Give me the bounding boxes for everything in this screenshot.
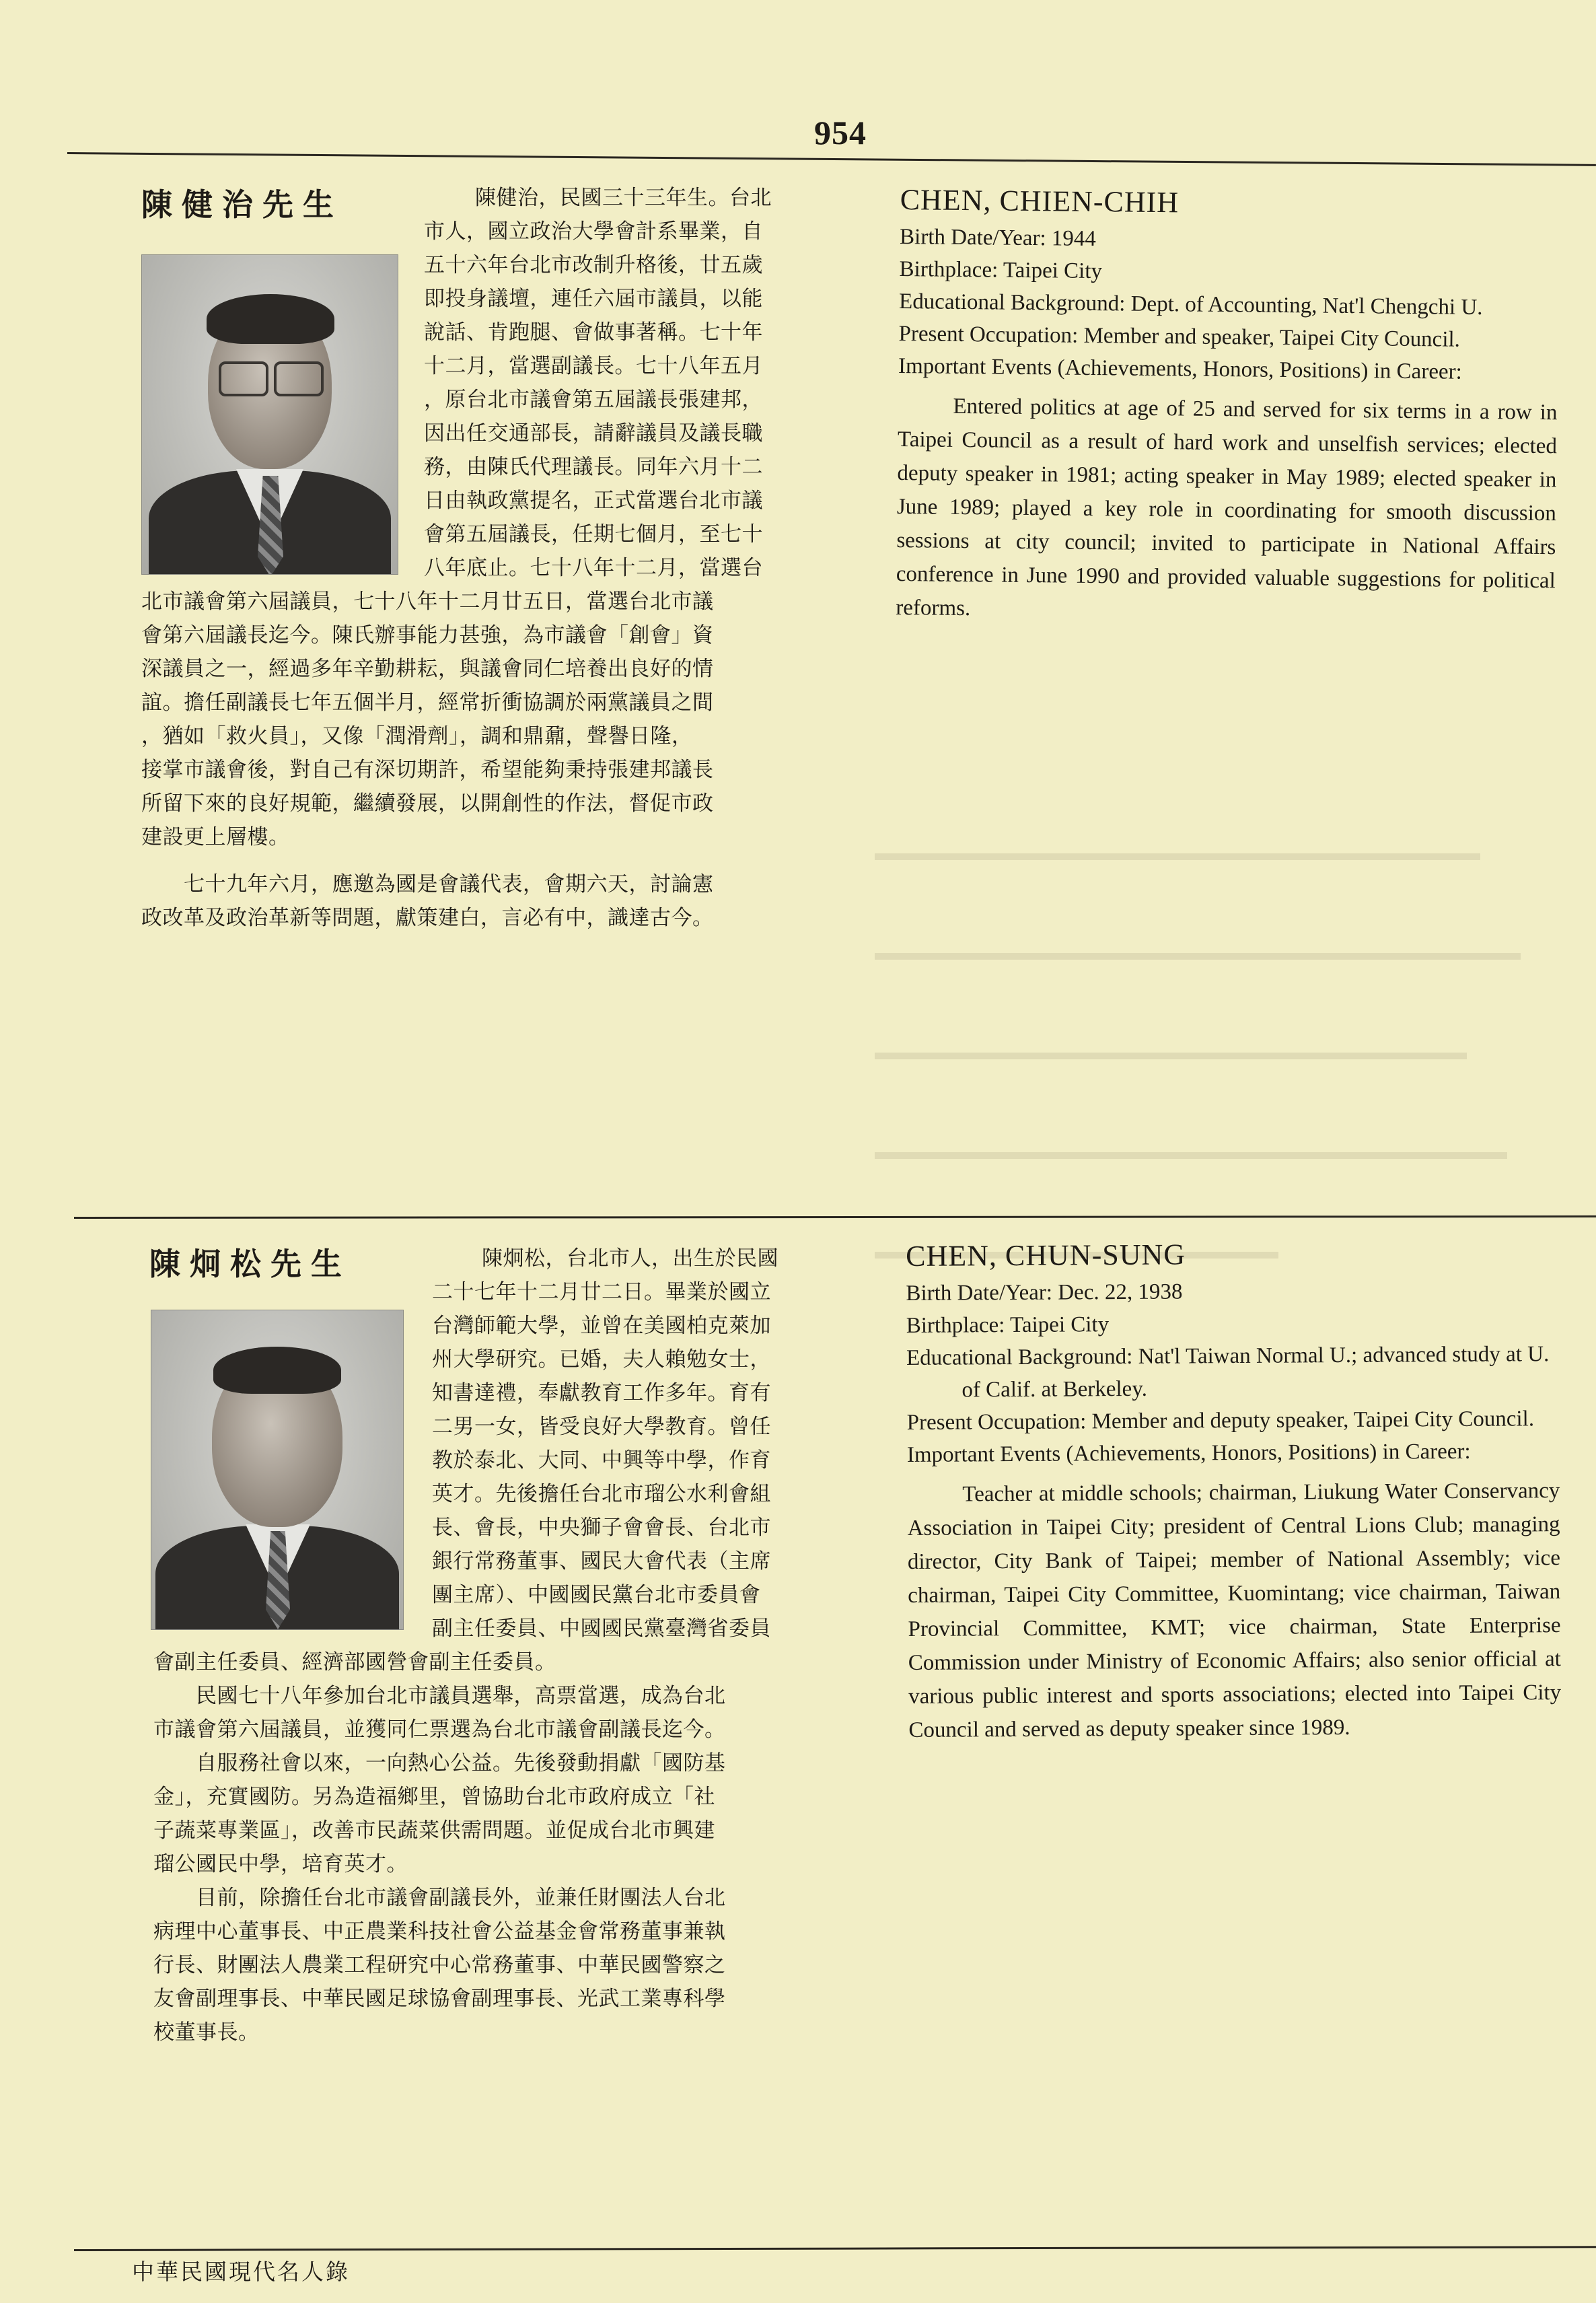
chinese-name: 陳健治先生 — [141, 186, 343, 223]
portrait-photo — [151, 1310, 404, 1630]
birth-date-value: 1944 — [1051, 226, 1097, 252]
zh-line: ，猶如「救火員」，又像「潤滑劑」，調和鼎鼐，聲譽日隆， — [141, 724, 693, 748]
bleed-through-texture — [875, 760, 1574, 1097]
zh-line: 台灣師範大學，並曾在美國柏克萊加 — [432, 1314, 771, 1338]
zh-line: 會第五屆議長，任期七個月，至七十 — [424, 522, 763, 546]
birthplace-field: Birthplace: Taipei City — [906, 1312, 1110, 1338]
important-events-label: Important Events (Achievements, Honors, Positions) in Career: — [906, 1439, 1471, 1467]
zh-line: 校董事長。 — [153, 2020, 260, 2045]
zh-line: 子蔬菜專業區」，改善市民蔬菜供需問題。並促成台北市興建 — [153, 1818, 715, 1843]
zh-line: 會副主任委員、經濟部國營會副主任委員。 — [153, 1650, 556, 1674]
zh-line: ，原台北市議會第五屆議長張建邦， — [424, 388, 763, 412]
occupation-field: Present Occupation: Member and deputy speaker, Taipei City Council. — [906, 1407, 1535, 1435]
zh-line: 五十六年台北市改制升格後，廿五歲 — [424, 253, 763, 277]
zh-line: 教於泰北、大同、中興等中學，作育 — [432, 1448, 771, 1473]
zh-line: 務，由陳氏代理議長。同年六月十二 — [424, 455, 763, 479]
page-number: 954 — [814, 114, 867, 151]
occupation-field: Present Occupation: Member and speaker, Taipei City Council. — [898, 321, 1461, 352]
zh-line: 即投身議壇，連任六屆市議員，以能 — [424, 287, 763, 311]
occupation-value: Member and deputy speaker, Taipei City Council. — [1091, 1407, 1535, 1434]
zh-line: 金」，充實國防。另為造福鄉里，曾協助台北市政府成立「社 — [153, 1785, 715, 1809]
english-biography — [896, 182, 1560, 631]
career-summary: Teacher at middle schools; chairman, Liukung Water Conservancy Association in Taipei City; president of Central Lions Club; managing director, City Bank of Taipei; member of National Assembly; vice chairman, Taipei City Committee, Kuomintang; vice chairman, Taiwan Provincial Committee, KMT; vice chairman, State Enterprise Commission under Ministry of Economic Affairs; also senior official at various public interest and sports associations; elected into Taipei City Council and served as deputy speaker since 1989. — [907, 1479, 1562, 1742]
education-value: Dept. of Accounting, Nat'l Chengchi U. — [1130, 291, 1483, 320]
zh-line: 建設更上層樓。 — [141, 825, 290, 849]
birth-date-value: Dec. 22, 1938 — [1058, 1279, 1183, 1305]
portrait-photo — [141, 254, 398, 575]
birthplace-value: Taipei City — [1009, 1312, 1110, 1338]
zh-line: 州大學研究。已婚，夫人賴勉女士， — [432, 1347, 771, 1372]
zh-line: 陳健治，民國三十三年生。台北 — [475, 186, 772, 210]
zh-line: 陳炯松，台北市人，出生於民國 — [482, 1246, 778, 1271]
zh-line: 自服務社會以來，一向熱心公益。先後發動捐獻「國防基 — [153, 1751, 726, 1775]
zh-line: 瑠公國民中學，培育英才。 — [153, 1852, 408, 1876]
zh-line: 說話、肯跑腿、會做事著稱。七十年 — [424, 320, 763, 345]
career-summary: Entered politics at age of 25 and served for six terms in a row in Taipei Council as a result of hard work and unselfish services; elected deputy speaker in 1981; acting speaker in May 1989; elected speaker in June 1989; played a key role in coordinating for smooth discussion sessions at city council; invited to participate in National Affairs conference in June 1990 and provided valuable suggestions for political reforms. — [896, 394, 1558, 621]
english-biography — [906, 1234, 1562, 1747]
education-value: Nat'l Taiwan Normal U.; advanced study at U. of Calif. at Berkeley. — [962, 1342, 1550, 1403]
zh-line: 副主任委員、中國國民黨臺灣省委員 — [432, 1617, 771, 1641]
zh-line: 誼。擔任副議長七年五個半月，經常折衝協調於兩黨議員之間 — [141, 690, 714, 715]
zh-line: 政改革及政治革新等問題，獻策建白，言必有中，識達古今。 — [141, 906, 714, 930]
birthplace-value: Taipei City — [1003, 258, 1103, 284]
zh-line: 團主席）、中國國民黨台北市委員會 — [432, 1583, 761, 1607]
zh-line: 知書達禮，奉獻教育工作多年。育有 — [432, 1381, 771, 1405]
occupation-value: Member and speaker, Taipei City Council. — [1083, 323, 1461, 352]
zh-line: 長、會長，中央獅子會會長、台北市 — [432, 1516, 771, 1540]
zh-line: 十二月，當選副議長。七十八年五月 — [424, 354, 763, 378]
birth-date-field: Birth Date/Year: 1944 — [899, 224, 1097, 252]
zh-line: 二十七年十二月廿二日。畢業於國立 — [432, 1280, 771, 1304]
zh-line: 市人，國立政治大學會計系畢業，自 — [424, 219, 763, 244]
zh-line: 會第六屆議長迄今。陳氏辦事能力甚強，為市議會「創會」資 — [141, 623, 714, 647]
english-name: CHEN, CHUN-SUNG — [906, 1238, 1186, 1273]
zh-line: 病理中心董事長、中正農業科技社會公益基金會常務董事兼執 — [153, 1919, 726, 1944]
important-events-label: Important Events (Achievements, Honors, Positions) in Career: — [898, 353, 1462, 384]
zh-line: 北市議會第六屆議員，七十八年十二月廿五日，當選台北市議 — [141, 590, 714, 614]
zh-line: 深議員之一，經過多年辛勤耕耘，與議會同仁培養出良好的情 — [141, 657, 714, 681]
birthplace-field: Birthplace: Taipei City — [899, 256, 1103, 284]
birth-date-field: Birth Date/Year: Dec. 22, 1938 — [906, 1279, 1183, 1306]
zh-line: 接掌市議會後，對自己有深切期許，希望能夠秉持張建邦議長 — [141, 758, 714, 782]
zh-line: 英才。先後擔任台北市瑠公水利會組 — [432, 1482, 771, 1506]
zh-line: 行長、財團法人農業工程研究中心常務董事、中華民國警察之 — [153, 1953, 726, 1977]
zh-line: 所留下來的良好規範，繼續發展，以開創性的作法，督促市政 — [141, 791, 714, 816]
book-title-footer: 中華民國現代名人錄 — [132, 2259, 350, 2285]
bottom-rule — [74, 2246, 1596, 2251]
zh-line: 二男一女，皆受良好大學教育。曾任 — [432, 1415, 771, 1439]
zh-line: 銀行常務董事、國民大會代表（主席 — [432, 1549, 771, 1573]
education-field: Educational Background: Nat'l Taiwan Normal U.; advanced study at U. of Calif. at Berkeley. — [906, 1342, 1550, 1403]
zh-line: 因出任交通部長，請辭議員及議長職 — [424, 421, 763, 446]
zh-line: 友會副理事長、中華民國足球協會副理事長、光武工業專科學 — [153, 1987, 726, 2011]
zh-line: 八年底止。七十八年十二月，當選台 — [424, 556, 763, 580]
zh-line: 民國七十八年參加台北市議員選舉，高票當選，成為台北 — [153, 1684, 726, 1708]
zh-line: 日由執政黨提名，正式當選台北市議 — [424, 489, 763, 513]
zh-line: 七十九年六月，應邀為國是會議代表，會期六天，討論憲 — [141, 872, 714, 896]
zh-line: 市議會第六屆議員，並獲同仁票選為台北市議會副議長迄今。 — [153, 1717, 726, 1742]
education-field: Educational Background: Dept. of Accounting, Nat'l Chengchi U. — [898, 289, 1483, 320]
english-name: CHEN, CHIEN-CHIH — [900, 182, 1180, 219]
chinese-name: 陳炯松先生 — [149, 1246, 351, 1282]
top-rule — [67, 152, 1596, 166]
zh-line: 目前，除擔任台北市議會副議長外，並兼任財團法人台北 — [153, 1886, 726, 1910]
